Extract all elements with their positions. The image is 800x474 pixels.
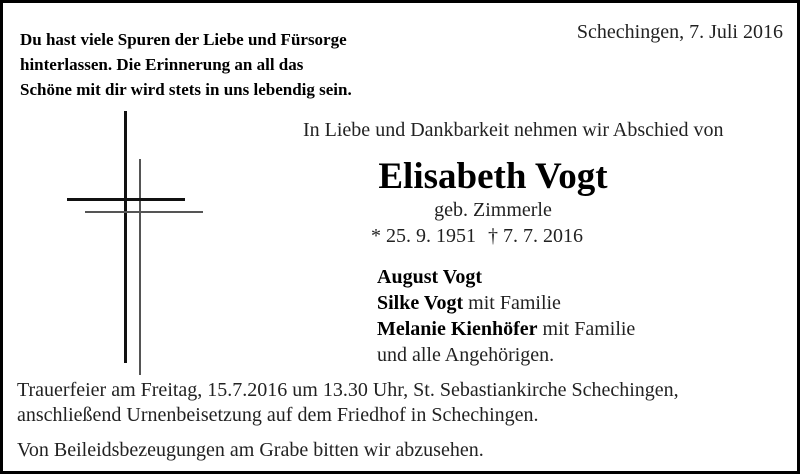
mourner-suffix: mit Familie (463, 292, 561, 314)
poem-line: hinterlassen. Die Erinnerung an all das (20, 55, 304, 74)
funeral-service-info (17, 378, 679, 428)
deceased-name: Elisabeth Vogt (378, 156, 608, 197)
mourner-entry (377, 342, 635, 368)
mourner-suffix: mit Familie (537, 318, 636, 340)
mourner-name: August Vogt (377, 266, 483, 288)
farewell-intro: In Liebe und Dankbarkeit nehmen wir Abschied von (303, 119, 724, 141)
maiden-name: geb. Zimmerle (434, 199, 552, 221)
memorial-poem (20, 27, 450, 102)
death-date: † 7. 7. 2016 (488, 225, 583, 247)
cross-horizontal-shadow (85, 211, 203, 213)
birth-date: * 25. 9. 1951 (371, 225, 476, 247)
life-dates (371, 225, 583, 248)
mourner-entry (377, 316, 635, 342)
mourner-entry (377, 290, 635, 316)
mourner-entry (377, 264, 635, 290)
place-and-date: Schechingen, 7. Juli 2016 (576, 21, 783, 43)
mourner-name: Melanie Kienhöfer (377, 318, 538, 340)
poem-line: Du hast viele Spuren der Liebe und Fürsorge (20, 30, 347, 49)
service-line: Trauerfeier am Freitag, 15.7.2016 um 13.30 Uhr, St. Sebastiankirche Schechingen, (17, 379, 679, 401)
service-line: anschließend Urnenbeisetzung auf dem Friedhof in Schechingen. (17, 404, 539, 426)
cross-horizontal-bar (67, 198, 185, 201)
mourner-suffix: und alle Angehörigen. (377, 344, 555, 366)
mourners-list (377, 264, 635, 368)
cross-vertical-shadow (139, 159, 141, 375)
cross-icon (63, 111, 213, 381)
cross-vertical-bar (124, 111, 127, 363)
poem-line: Schöne mit dir wird stets in uns lebendig sein. (20, 80, 352, 99)
condolence-note: Von Beileidsbezeugungen am Grabe bitten wir abzusehen. (17, 439, 484, 461)
mourner-name: Silke Vogt (377, 292, 464, 314)
